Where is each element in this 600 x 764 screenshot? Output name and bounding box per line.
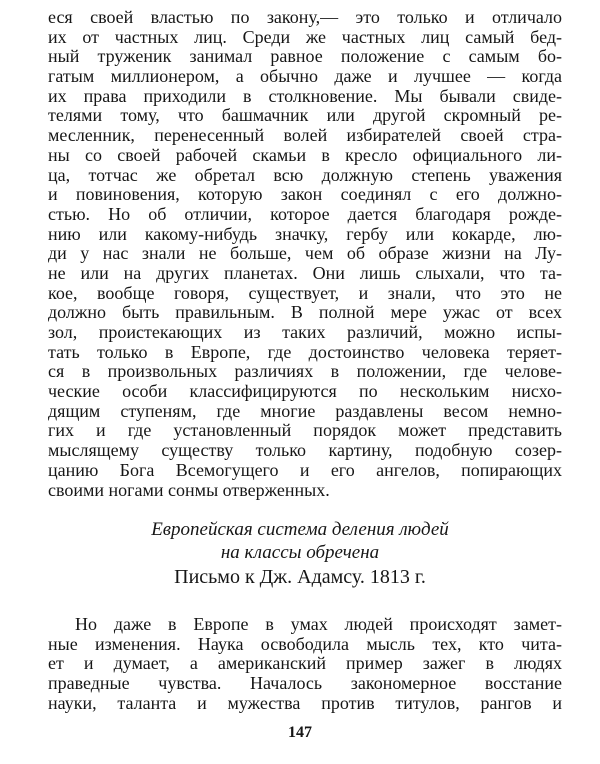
- text-line: науки, таланта и мужества против титулов, рангов и: [48, 692, 562, 713]
- text-line: ный труженик занимал равное положение с самым бо-: [48, 46, 562, 67]
- text-line: должно быть правильным. В полной мере ужас от всех: [48, 302, 562, 323]
- text-line: месленник, перенесенный волей избирателей своей стра-: [48, 125, 562, 146]
- text-line: ди у нас знали не больше, чем об образе жизни на Лу-: [48, 243, 562, 264]
- text-line: ные изменения. Наука освободила мысль тех, кто чита-: [48, 633, 562, 654]
- text-line: праведные чувства. Началось закономерное восстание: [48, 673, 562, 694]
- page-number: 147: [288, 724, 312, 741]
- text-line: Но даже в Европе в умах людей происходят замет-: [75, 614, 562, 634]
- text-line: дящим ступеням, где многие раздавлены весом немно-: [48, 400, 562, 421]
- text-line: тать только в Европе, где достоинство человека теряет-: [48, 341, 562, 362]
- text-line: кое, вообще говоря, существует, и знали, что это не: [48, 282, 562, 303]
- section-title-line-1: Европейская система деления людей: [151, 519, 449, 540]
- text-line: гих и где установленный порядок может представить: [48, 420, 562, 441]
- body-paragraph-1: [48, 8, 562, 500]
- text-line: ца, тотчас же обретал всю должную степень уважения: [48, 164, 562, 185]
- text-line: их права приходили в столкновение. Мы бывали свиде-: [48, 85, 562, 106]
- text-line: стью. Но об отличии, которое дается благодаря рожде-: [48, 203, 562, 224]
- text-line: ся в произвольных различиях в положении, где челове-: [48, 361, 562, 382]
- text-line: телями тому, что башмачник или другой скромный ре-: [48, 105, 562, 126]
- text-line: еся своей властью по закону,— это только и отличало: [48, 7, 562, 27]
- text-line: цанию Бога Всемогущего и его ангелов, попирающих: [48, 459, 562, 480]
- text-line: ческие особи классифицируются по нескольким нисхо-: [48, 381, 562, 402]
- section-subtitle: Письмо к Дж. Адамсу. 1813 г.: [174, 566, 426, 588]
- text-line: их от частных лиц. Среди же частных лиц самый бед-: [48, 26, 562, 47]
- text-line: ны со своей рабочей скамьи в кресло официального ли-: [48, 144, 562, 165]
- text-line: нию или какому-нибудь значку, гербу или кокарде, лю-: [48, 223, 562, 244]
- text-line: не или на других планетах. Они лишь слыхали, что та-: [48, 262, 562, 283]
- text-line: мыслящему существу только картину, подобную созер-: [48, 440, 562, 461]
- text-line: гатым миллионером, а обычно даже и лучшее — когда: [48, 66, 562, 87]
- text-line: и повиновения, которую закон соединял с его должно-: [48, 184, 562, 205]
- text-line: ет и думает, а американский пример зажег в людях: [48, 653, 562, 674]
- text-line: зол, проистекающих из таких различий, можно испы-: [48, 322, 562, 342]
- body-paragraph-2: [48, 615, 562, 713]
- section-title-line-2: на классы обречена: [220, 542, 380, 563]
- text-line: своими ногами сонмы отверженных.: [48, 479, 330, 500]
